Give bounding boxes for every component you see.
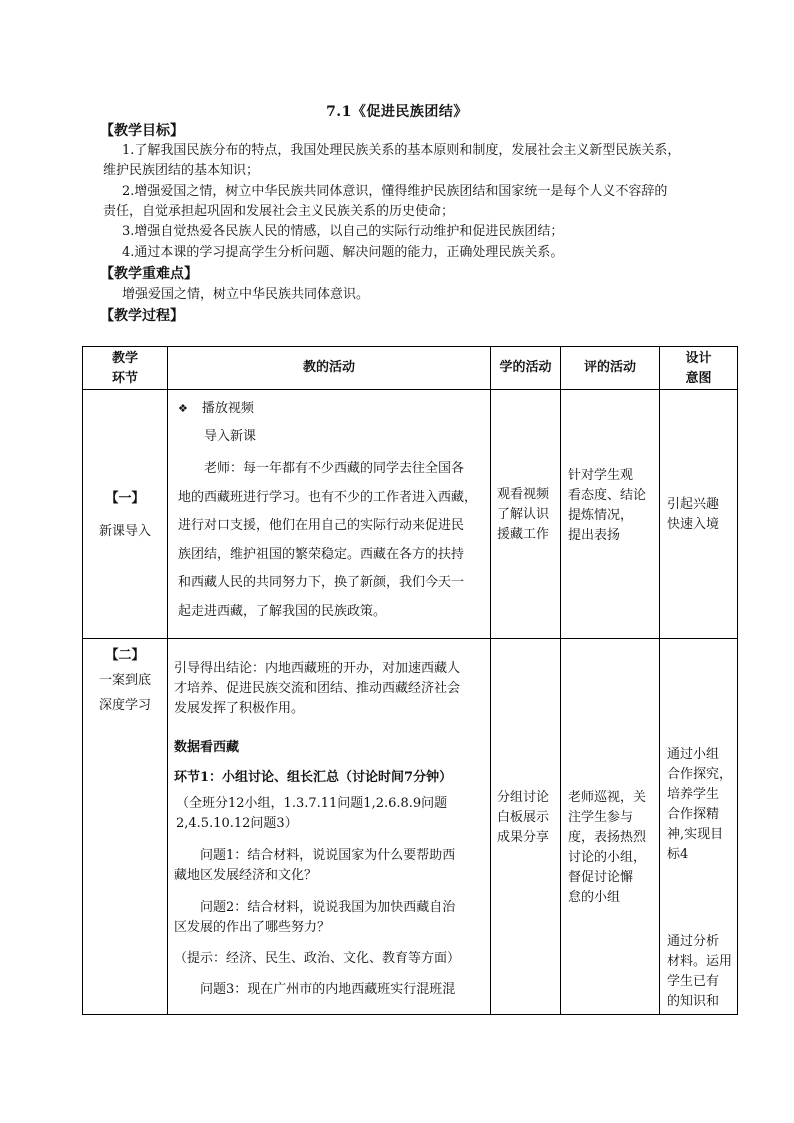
row1-subtitle: 导入新课 [204,429,257,444]
objective-2-line-1: 2.增强爱国之情，树立中华民族共同体意识，懂得维护民族团结和国家统一是每个人义不容辞的 [122,184,668,199]
teaching-process-table [82,346,738,1015]
objective-1-line-1: 1.了解我国民族分布的特点，我国处理民族关系的基本原则和制度，发展社会主义新型民族关系， [122,143,681,158]
objective-1-line-2: 维护民族团结的基本知识； [103,163,260,178]
document-title: 7.1《促进民族团结》 [326,104,468,120]
key-points-heading: 【教学重难点】 [100,266,198,282]
row1-evaluation: 针对学生观 看态度、结论 提炼情况， 提出表扬 [568,468,647,543]
row2-student-activity: 分组讨论 白板展示 成果分享 [497,790,550,845]
hint-note: （提示：经济、民生、政治、文化、教育等方面） [174,951,461,966]
header-design-intent: 设计 意图 [685,351,712,386]
key-points-text: 增强爱国之情，树立中华民族共同体意识。 [122,287,370,302]
process-heading: 【教学过程】 [100,308,184,324]
header-stage: 教学 环节 [111,351,138,386]
row1-teacher-text: 老师：每一年都有不少西藏的同学去往全国各 地的西藏班进行学习。也有不少的工作者进入西藏， 进行对口支援，他们在用自己的实际行动来促进民 族团结，维护祖国的繁荣稳定。西藏在各方的扶持 和西藏人民的共同努力下，换了新颜，我们今天一 起走进西藏，了解我国的民族政策。 [178,461,478,619]
row2-teacher-activity [174,659,486,1000]
row1-teacher-activity [178,399,483,626]
objective-4: 4.通过本课的学习提高学生分析问题、解决问题的能力，正确处理民族关系。 [122,245,564,260]
header-student-activity: 学的活动 [499,360,552,375]
objective-2-line-2: 责任，自觉承担起巩固和发展社会主义民族关系的历史使命； [103,204,455,219]
row2-intro: 引导得出结论：内地西藏班的开办，对加速西藏人 才培养、促进民族交流和团结、推动西藏经济社会 发展发挥了积极作用。 [174,661,461,716]
header-teacher-activity: 教的活动 [302,360,355,375]
question-1: 问题1：结合材料，说说国家为什么要帮助西 藏地区发展经济和文化？ [174,848,456,883]
question-3: 问题3：现在广州市的内地西藏班实行混班混 [200,982,456,997]
question-2: 问题2：结合材料，说说我国为加快西藏自治 区发展的作出了哪些努力？ [174,900,456,935]
data-section-title: 数据看西藏 [174,740,240,755]
row2-design-intent-1: 通过小组 合作探究， 培养学生 合作探精 神,实现目 标4 [667,747,733,862]
row2-stage: 【二】 一案到底 深度学习 [98,648,151,713]
header-evaluation-activity: 评的活动 [583,360,636,375]
diamond-bullet-icon: ❖ [178,402,188,415]
step-1-title: 环节1：小组讨论、组长汇总（讨论时间7分钟） [174,770,453,785]
row1-student-activity: 观看视频 了解认识 援藏工作 [497,487,550,542]
objective-3: 3.增强自觉热爱各民族人民的情感，以自己的实际行动维护和促进民族团结； [122,224,564,239]
objectives-heading: 【教学目标】 [100,123,184,139]
row1-stage: 【一】 新课导入 [98,491,151,539]
row1-design-intent: 引起兴趣 快速入境 [667,497,720,532]
grouping-note: （全班分12小组，1.3.7.11问题1,2.6.8.9问题 2,4.5.10.12问题3） [176,796,448,831]
row2-evaluation: 老师巡视，关 注学生参与 度，表扬热烈 讨论的小组， 督促讨论懈 怠的小组 [568,790,647,905]
row2-design-intent-2: 通过分析 材料。运用 学生已有 的知识和 [667,934,733,1009]
row1-bullet-line: ❖ 播放视频 [178,401,254,416]
